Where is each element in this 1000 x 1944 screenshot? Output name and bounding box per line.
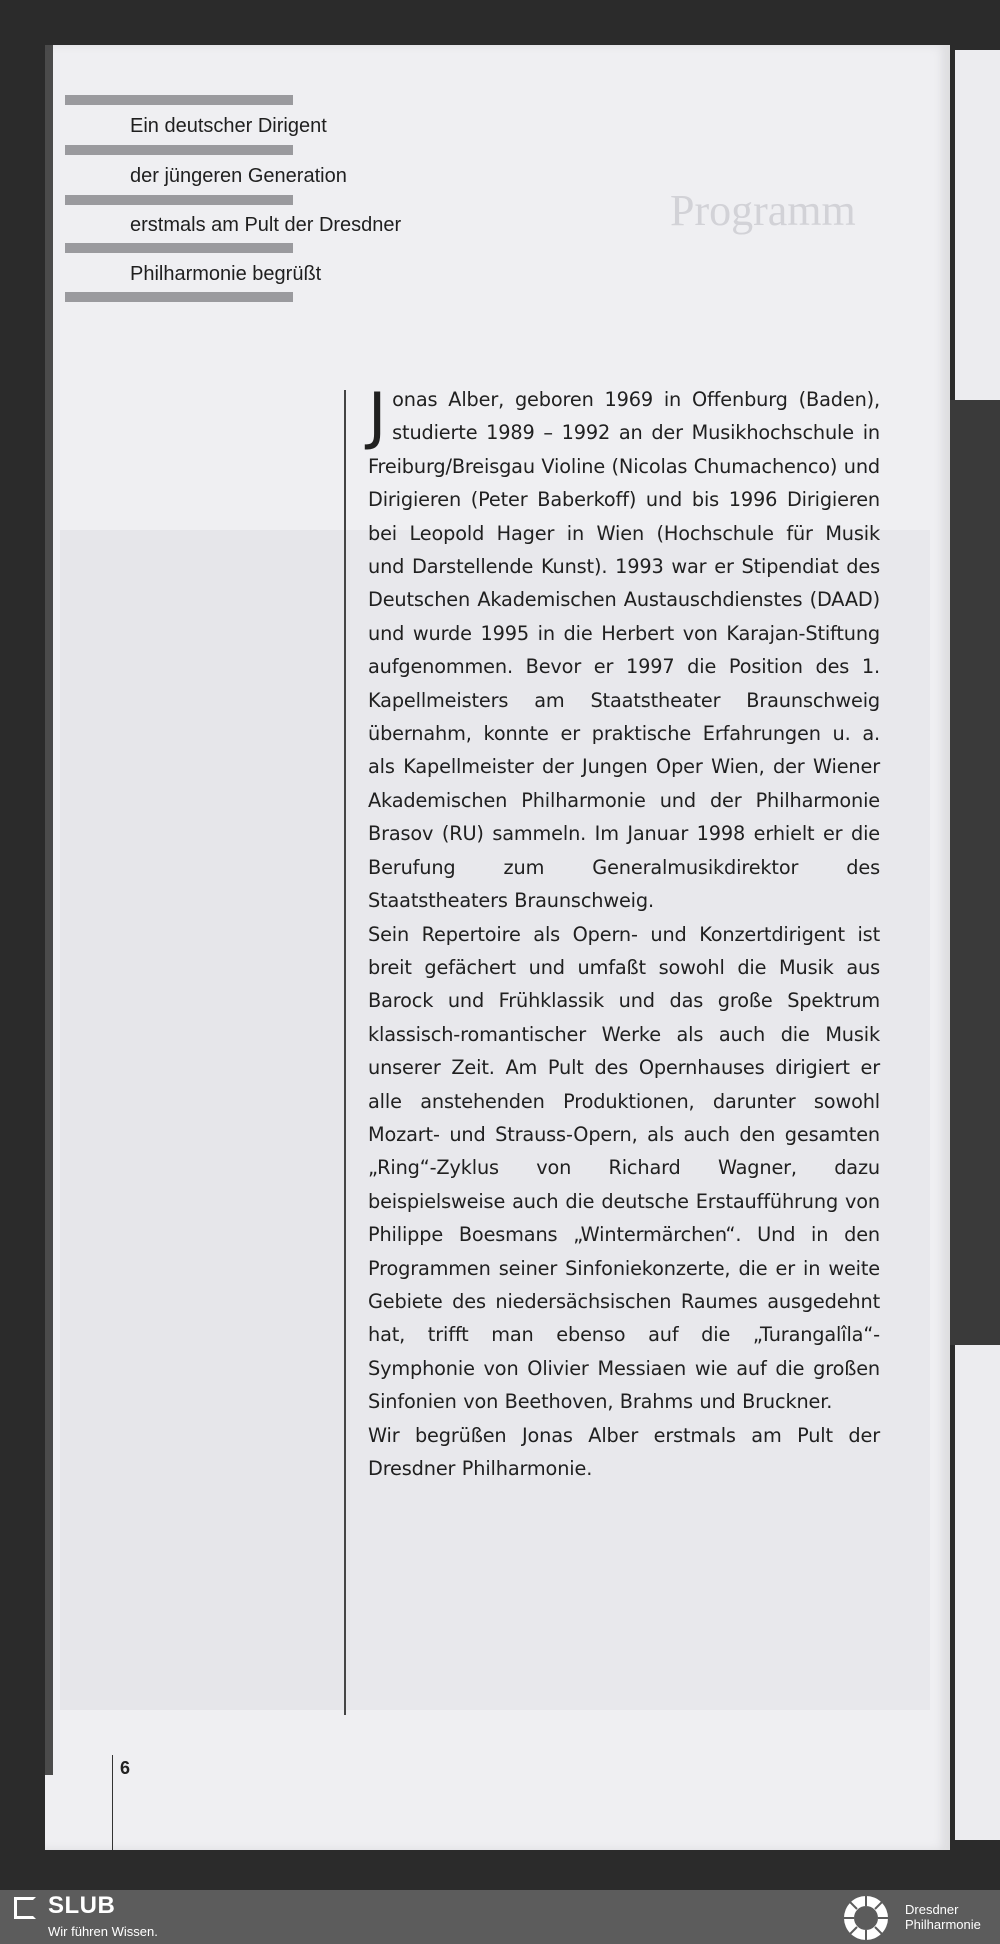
- headline-line-4: Philharmonie begrüßt: [130, 263, 322, 285]
- partner-name-line-1: Dresdner: [905, 1902, 959, 1917]
- headline-rule: [65, 195, 293, 205]
- slub-logo-icon[interactable]: [14, 1897, 36, 1919]
- facing-page-photo-edge: [950, 400, 1000, 1345]
- viewer-footer: [0, 1890, 1000, 1944]
- dresdner-philharmonie-logo-icon[interactable]: [842, 1894, 890, 1942]
- headline-rule: [65, 95, 293, 105]
- binding-strip: [45, 45, 53, 1775]
- show-through-title: Programm: [670, 186, 856, 235]
- headline-rule: [65, 243, 293, 253]
- paragraph-1-text: onas Alber, geboren 1969 in Offenburg (Baden), studierte 1989 – 1992 an der Musikhochschule in Freiburg/Breisgau Violine (Nicolas Chumachenco) und Dirigieren (Peter Baberkoff) und bis 1996 Dirigieren bei Leopold Hager in Wien (Hochschule für Musik und Darstellende Kunst). 1993 war er Stipendiat des Deutschen Akademischen Austauschdienstes (DAAD) und wurde 1995 in die Herbert von Karajan-Stiftung aufgenommen. Bevor er 1997 die Position des 1. Kapellmeisters am Staatstheater Braunschweig übernahm, konnte er praktische Erfahrungen u. a. als Kapellmeister der Jungen Oper Wien, der Wiener Akademischen Philharmonie und der Philharmonie Brasov (RU) sammeln. Im Januar 1998 erhielt er die Berufung zum Generalmusikdirektor des Staatstheaters Braunschweig.: [368, 388, 880, 913]
- headline-rule: [65, 145, 293, 155]
- page-number-rule: [112, 1755, 113, 1850]
- slub-tagline: Wir führen Wissen.: [48, 1924, 158, 1939]
- headline-rule: [65, 292, 293, 302]
- dresdner-philharmonie-name: [905, 1902, 981, 1932]
- partner-name-line-2: Philharmonie: [905, 1917, 981, 1932]
- biography-text: [368, 379, 880, 1485]
- paragraph-2: Sein Repertoire als Opern- und Konzertdirigent ist breit gefächert und umfaßt sowohl die Musik aus Barock und Frühklassik und das große Spektrum klassisch-romantischer Werke als auch die Musik unserer Zeit. Am Pult des Opernhauses dirigiert er alle anstehenden Produktionen, darunter sowohl Mozart- und Strauss-Opern, als auch den gesamten „Ring“-Zyklus von Richard Wagner, dazu beispielsweise auch die deutsche Erstaufführung von Philippe Boesmans „Wintermärchen“. Und in den Programmen seiner Sinfoniekonzerte, die er in weite Gebiete des niedersächsischen Raumes ausgedehnt hat, trifft man ebenso auf die „Turangalîla“-Symphonie von Olivier Messiaen wie auf die großen Sinfonien von Beethoven, Brahms und Bruckner.: [368, 922, 880, 1414]
- paragraph-3: Wir begrüßen Jonas Alber erstmals am Pult der Dresdner Philharmonie.: [368, 1423, 880, 1480]
- column-rule: [344, 390, 346, 1715]
- drop-cap: J: [368, 379, 387, 452]
- slub-name[interactable]: SLUB: [48, 1892, 116, 1919]
- page-number: 6: [120, 1758, 131, 1778]
- show-through-left-block: [60, 530, 350, 1710]
- headline-line-3: erstmals am Pult der Dresdner: [130, 214, 402, 236]
- headline-line-1: Ein deutscher Dirigent: [130, 115, 327, 137]
- paragraph-1: [368, 379, 880, 918]
- headline-line-2: der jüngeren Generation: [130, 165, 347, 187]
